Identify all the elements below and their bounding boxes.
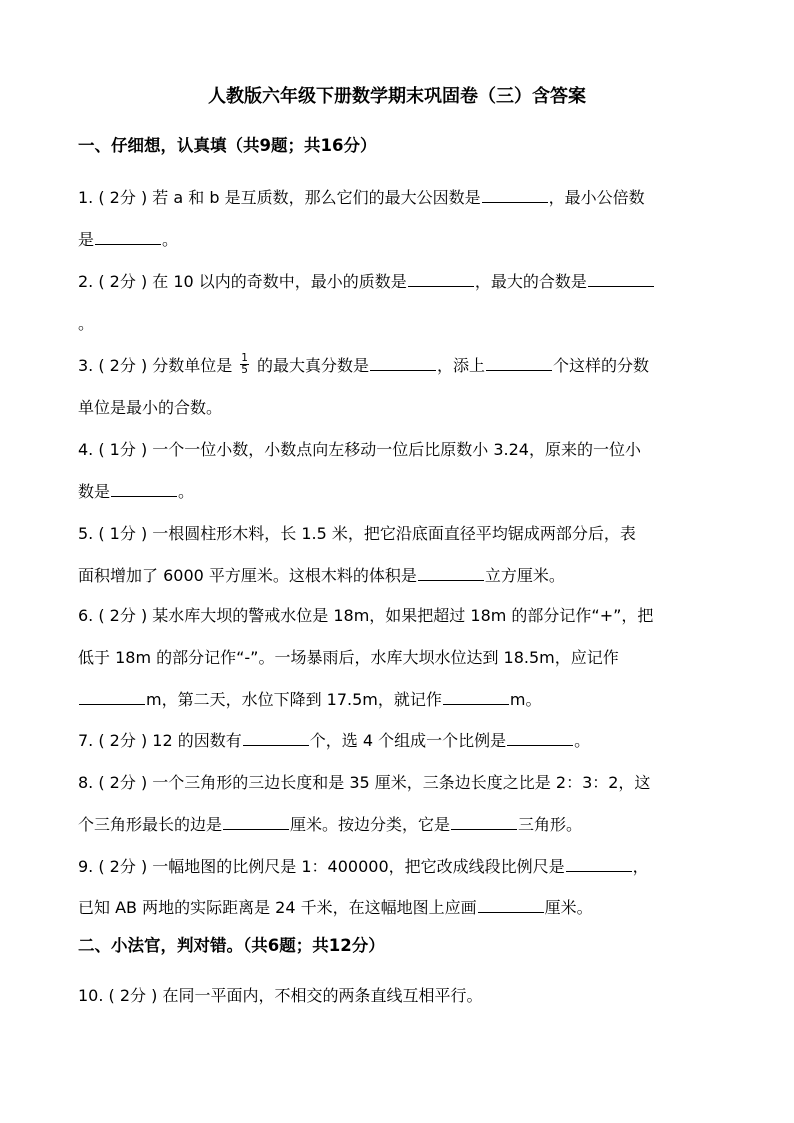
question-text: 厘米。按边分类，它是: [290, 815, 451, 834]
question-8-line-2: [78, 813, 582, 837]
answer-blank[interactable]: [507, 729, 573, 746]
question-10-line-1: [78, 984, 482, 1008]
question-text: 。: [178, 482, 195, 501]
question-text: 4. ( 1分 ) 一个一位小数，小数点向左移动一位后比原数小 3.24，原来的一位小: [78, 440, 641, 459]
question-text: 个三角形最长的边是: [78, 815, 223, 834]
answer-blank[interactable]: [79, 688, 145, 705]
question-text: 。: [574, 731, 591, 750]
question-text: 。: [78, 314, 95, 333]
question-8-line-1: [78, 771, 650, 795]
answer-blank[interactable]: [486, 354, 552, 371]
question-text: 6. ( 2分 ) 某水库大坝的警戒水位是 18m，如果把超过 18m 的部分记作“+”，把: [78, 606, 654, 625]
question-5-line-2: [78, 564, 565, 588]
question-text: 数是: [78, 482, 111, 501]
question-text: m。: [509, 690, 542, 709]
question-text: 2. ( 2分 ) 在 10 以内的奇数中，最小的质数是: [78, 272, 407, 291]
answer-blank[interactable]: [418, 564, 484, 581]
answer-blank[interactable]: [408, 270, 474, 287]
answer-blank[interactable]: [443, 688, 509, 705]
question-6-line-3: [78, 688, 541, 712]
answer-blank[interactable]: [370, 354, 436, 371]
question-9-line-1: [78, 855, 649, 879]
fraction-numerator: 1: [241, 352, 248, 364]
section-heading-fill-in: 一、仔细想，认真填（共9题；共16分）: [78, 136, 377, 155]
answer-blank[interactable]: [95, 228, 161, 245]
question-text: 8. ( 2分 ) 一个三角形的三边长度和是 35 厘米，三条边长度之比是 2：3：2，这: [78, 773, 651, 792]
fraction-denominator: 5: [241, 364, 248, 376]
section-heading-true-false: 二、小法官，判对错。（共6题；共12分）: [78, 936, 385, 955]
question-3-line-1: [78, 354, 649, 378]
question-text: ，: [632, 857, 649, 876]
question-3-line-2: [78, 396, 222, 420]
question-text: 。: [162, 230, 179, 249]
question-text: 3. ( 2分 ) 分数单位是: [78, 356, 233, 375]
question-text: m，第二天，水位下降到 17.5m，就记作: [146, 690, 442, 709]
question-text: ，添上: [436, 356, 485, 375]
question-2-line-1: [78, 270, 655, 294]
question-text: 立方厘米。: [484, 566, 565, 585]
question-text: 是: [78, 230, 95, 249]
answer-blank[interactable]: [451, 813, 517, 830]
answer-blank[interactable]: [588, 270, 654, 287]
answer-blank[interactable]: [111, 480, 177, 497]
question-text: 个这样的分数: [553, 356, 650, 375]
question-text: 个，选 4 个组成一个比例是: [309, 731, 507, 750]
question-1-line-2: [78, 228, 178, 252]
answer-blank[interactable]: [566, 855, 632, 872]
question-7-line-1: [78, 729, 590, 753]
fraction-one-fifth: [240, 353, 249, 376]
question-text: 面积增加了 6000 平方厘米。这根木料的体积是: [78, 566, 417, 585]
answer-blank[interactable]: [482, 186, 548, 203]
question-text: 单位是最小的合数。: [78, 398, 223, 417]
answer-blank[interactable]: [223, 813, 289, 830]
question-text: 厘米。: [544, 898, 593, 917]
question-text: 9. ( 2分 ) 一幅地图的比例尺是 1：400000，把它改成线段比例尺是: [78, 857, 565, 876]
question-text: 1. ( 2分 ) 若 a 和 b 是互质数，那么它们的最大公因数是: [78, 188, 481, 207]
page-title: 人教版六年级下册数学期末巩固卷（三）含答案: [208, 86, 586, 107]
question-text: ，最大的合数是: [474, 272, 587, 291]
question-text: 10. ( 2分 ) 在同一平面内，不相交的两条直线互相平行。: [78, 986, 483, 1005]
answer-blank[interactable]: [243, 729, 309, 746]
question-text: ，最小公倍数: [548, 188, 645, 207]
question-1-line-1: [78, 186, 645, 210]
question-text: 5. ( 1分 ) 一根圆柱形木料，长 1.5 米，把它沿底面直径平均锯成两部分后，表: [78, 524, 636, 543]
question-text: 低于 18m 的部分记作“-”。一场暴雨后，水库大坝水位达到 18.5m，应记作: [78, 648, 619, 667]
question-text: 三角形。: [518, 815, 583, 834]
question-text: 7. ( 2分 ) 12 的因数有: [78, 731, 242, 750]
question-text: 的最大真分数是: [256, 356, 369, 375]
question-4-line-1: [78, 438, 641, 462]
question-9-line-2: [78, 896, 593, 920]
question-2-line-2: [78, 312, 94, 336]
question-6-line-2: [78, 646, 619, 670]
question-5-line-1: [78, 522, 636, 546]
question-6-line-1: [78, 604, 653, 628]
question-text: 已知 AB 两地的实际距离是 24 千米，在这幅地图上应画: [78, 898, 477, 917]
answer-blank[interactable]: [478, 896, 544, 913]
question-4-line-2: [78, 480, 194, 504]
